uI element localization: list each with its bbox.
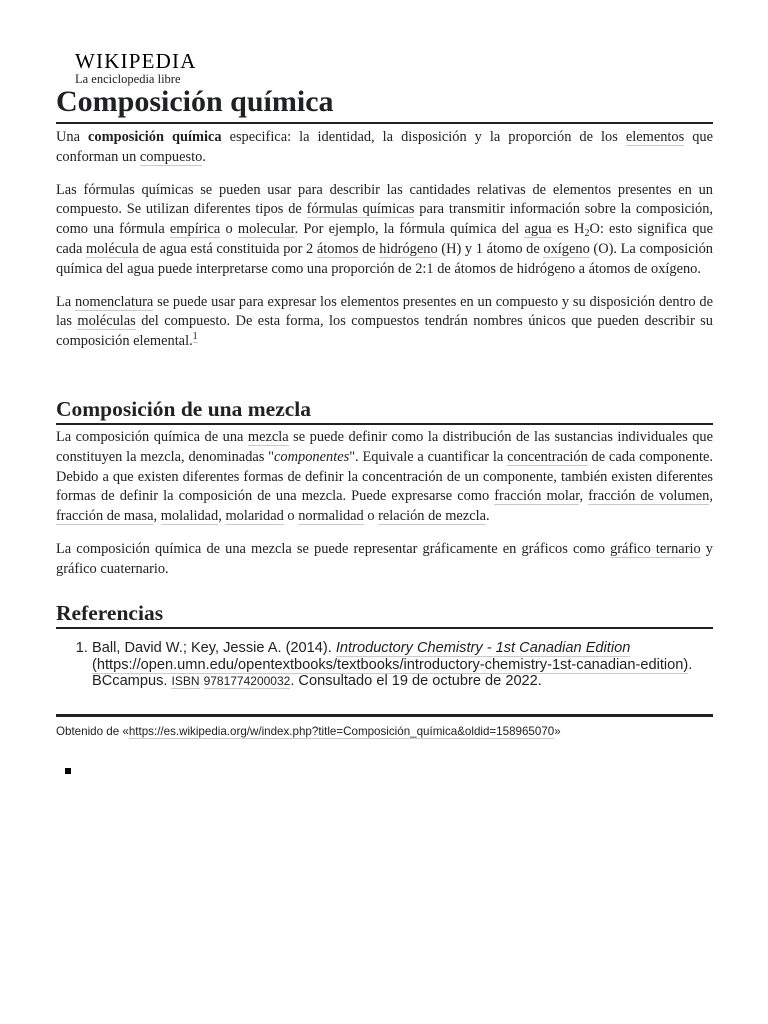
references-list bbox=[56, 640, 713, 690]
text-run: y gráfico cuaternario. bbox=[56, 540, 714, 577]
retrieved-from bbox=[56, 725, 713, 739]
text-run: o bbox=[283, 508, 299, 525]
wiki-link[interactable]: fórmulas químicas bbox=[306, 201, 415, 218]
text-run: , bbox=[579, 488, 589, 505]
text-run: (H) y 1 átomo de bbox=[437, 240, 544, 257]
section-heading-mezcla: Composición de una mezcla bbox=[56, 395, 713, 425]
wiki-link[interactable]: molecular bbox=[237, 221, 295, 238]
logo-tagline: La enciclopedia libre bbox=[75, 72, 181, 86]
footer-divider bbox=[56, 714, 713, 717]
text-run: se puede definir como la distribución de las sustancias individuales que constituyen la mezcla, denominadas " bbox=[56, 429, 713, 465]
text-run: para transmitir información sobre la composición, como una fórmula bbox=[56, 201, 713, 238]
text-run: La composición química de una bbox=[56, 429, 248, 445]
wiki-link[interactable]: mezcla bbox=[247, 429, 289, 445]
wiki-link[interactable]: molalidad bbox=[160, 508, 219, 525]
text-run: . bbox=[486, 508, 490, 525]
text-run: componentes bbox=[274, 448, 350, 465]
wiki-link[interactable]: agua bbox=[524, 221, 552, 238]
text-run: (O). La composición química del agua puede interpretarse como una proporción de 2:1 de átomos de hidrógeno a átomos de oxígeno. bbox=[56, 240, 713, 277]
wiki-link[interactable]: nomenclatura bbox=[75, 293, 154, 310]
wiki-link[interactable]: 9781774200032 bbox=[203, 674, 291, 688]
intro-section bbox=[56, 128, 713, 352]
text-run: . BCcampus. bbox=[92, 656, 693, 689]
mezcla-paragraph-1 bbox=[56, 428, 713, 527]
page-title: Composición química bbox=[56, 83, 713, 124]
permanent-link[interactable]: https://es.wikipedia.org/w/index.php?title=Composición_química&oldid=158965070 bbox=[128, 725, 555, 738]
text-run: , bbox=[218, 508, 226, 525]
wiki-link[interactable]: fracción de volumen bbox=[588, 488, 710, 505]
text-run: composición química bbox=[88, 129, 222, 145]
text-run: especifica: la identidad, la disposición y la proporción de los bbox=[221, 129, 626, 145]
section-heading-referencias: Referencias bbox=[56, 599, 713, 629]
text-run: de agua está constituida por 2 bbox=[138, 240, 317, 257]
wiki-link[interactable]: fracción de masa bbox=[56, 508, 154, 525]
wiki-link[interactable]: átomos bbox=[316, 240, 359, 257]
logo-wordmark: WIKIPEDIA bbox=[75, 49, 197, 73]
text-run: . Por ejemplo, la fórmula química del bbox=[294, 221, 525, 238]
text-run: 2 bbox=[584, 228, 590, 240]
wiki-link[interactable]: Introductory Chemistry - 1st Canadian Edition bbox=[335, 640, 631, 656]
text-run: de bbox=[358, 240, 380, 257]
list-bullet bbox=[65, 768, 71, 774]
text-run: O: esto significa que cada bbox=[56, 221, 713, 257]
text-run: La composición química de una mezcla se puede representar gráficamente en gráficos como bbox=[56, 540, 611, 557]
intro-paragraph-3 bbox=[56, 293, 713, 352]
wiki-link[interactable]: moléculas bbox=[77, 313, 136, 330]
intro-paragraph-1 bbox=[56, 128, 713, 168]
wikipedia-logo[interactable] bbox=[75, 50, 235, 86]
text-run: . bbox=[202, 148, 206, 165]
text-run: del compuesto. De esta forma, los compuestos tendrán nombres únicos que pueden describir su composición elemental. bbox=[56, 313, 713, 350]
wiki-link[interactable]: compuesto bbox=[139, 148, 203, 165]
wiki-link[interactable]: hidrógeno bbox=[379, 240, 438, 257]
text-run: ". Equivale a cuantificar la bbox=[349, 448, 508, 465]
text-run: La bbox=[56, 293, 75, 310]
wiki-link[interactable]: concentración bbox=[507, 448, 588, 465]
wiki-link[interactable]: (https://open.umn.edu/opentextbooks/textbooks/introductory-chemistry-1st-canadian-edition) bbox=[92, 656, 689, 673]
text-run: o bbox=[220, 221, 238, 238]
text-run: Las fórmulas químicas se pueden usar para describir las cantidades relativas de elementos presentes en un compuesto. Se utilizan diferentes tipos de bbox=[56, 181, 713, 218]
wiki-link[interactable]: 1 bbox=[192, 331, 198, 343]
wiki-link[interactable]: relación de mezcla bbox=[378, 508, 486, 525]
retrieved-suffix: » bbox=[554, 725, 561, 738]
text-run: es H bbox=[551, 221, 585, 238]
wiki-link[interactable]: elementos bbox=[625, 129, 685, 145]
wiki-link[interactable]: fracción molar bbox=[494, 488, 580, 505]
retrieved-prefix: Obtenido de « bbox=[56, 725, 129, 738]
text-run: se puede usar para expresar los elementos presentes en un compuesto y su disposición dentro de las bbox=[56, 293, 714, 330]
text-run: Ball, David W.; Key, Jessie A. (2014). bbox=[92, 640, 336, 656]
text-run: o bbox=[363, 508, 379, 525]
text-run: , bbox=[153, 508, 161, 525]
wiki-link[interactable]: oxígeno bbox=[543, 240, 590, 257]
wiki-link[interactable]: normalidad bbox=[298, 508, 364, 525]
wiki-link[interactable]: gráfico ternario bbox=[610, 540, 701, 557]
text-run: de cada componente. Debido a que existen diferentes formas de definir la concentración de un componente, también existen diferentes formas de definir la composición de una mezcla. Puede expresarse como bbox=[56, 448, 714, 505]
text-run: que conforman un bbox=[56, 129, 713, 165]
wiki-link[interactable]: empírica bbox=[169, 221, 221, 238]
text-run: Una bbox=[56, 129, 88, 145]
intro-paragraph-2 bbox=[56, 181, 713, 280]
mezcla-paragraph-2 bbox=[56, 540, 713, 580]
wiki-link[interactable]: ISBN bbox=[171, 674, 200, 688]
text-run: , bbox=[709, 488, 713, 505]
wiki-link[interactable]: molaridad bbox=[225, 508, 284, 525]
wiki-link[interactable]: molécula bbox=[86, 240, 139, 257]
reference-item bbox=[92, 640, 713, 690]
text-run: . Consultado el 19 de octubre de 2022. bbox=[290, 673, 542, 689]
mezcla-section bbox=[56, 428, 713, 580]
text-run bbox=[200, 673, 204, 689]
